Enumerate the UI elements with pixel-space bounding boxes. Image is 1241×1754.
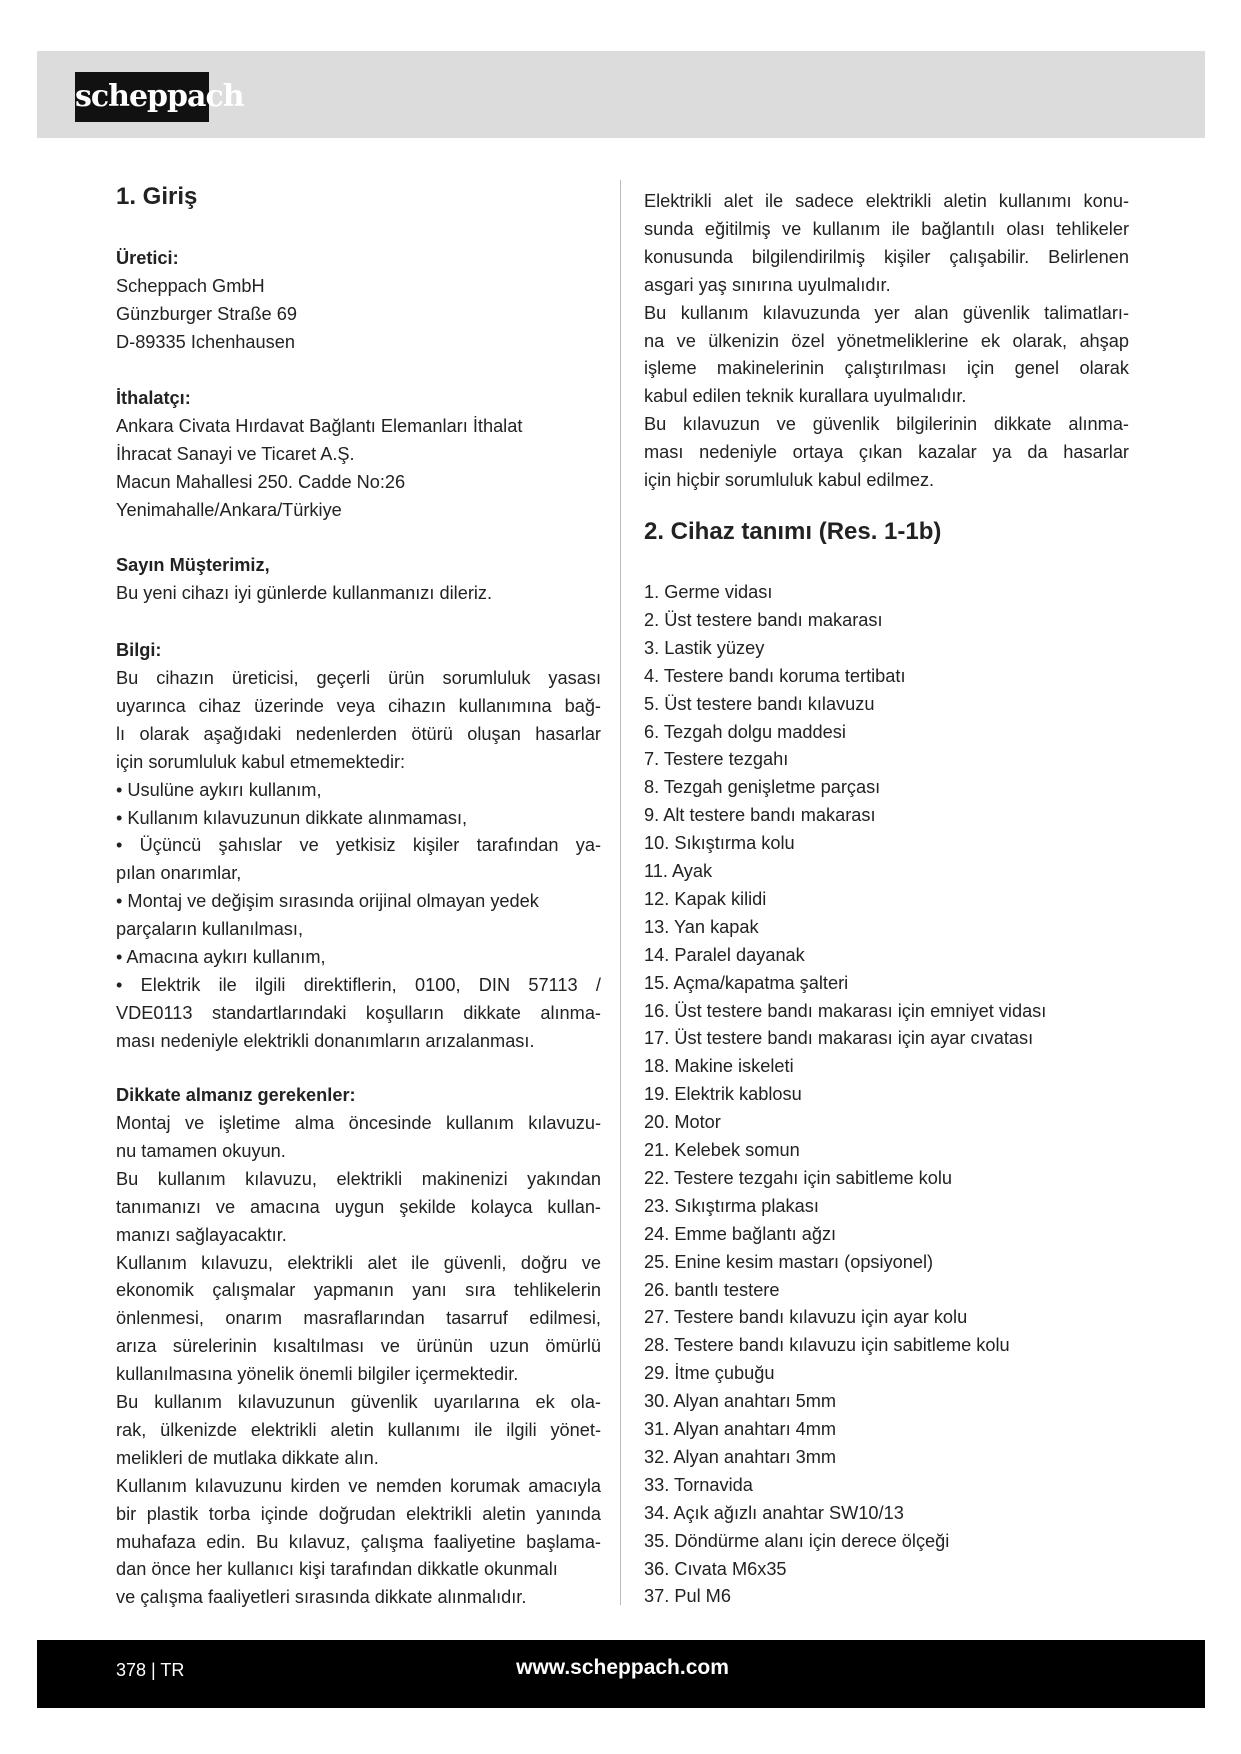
part-item: 28. Testere bandı kılavuzu için sabitleme kolu [644,1335,1010,1356]
notes-line: kullanılmasına yönelik önemli bilgiler içermektedir. [116,1364,519,1385]
importer-line: İhracat Sanayi ve Ticaret A.Ş. [116,443,355,464]
part-item: 14. Paralel dayanak [644,944,805,965]
part-item: 25. Enine kesim mastarı (opsiyonel) [644,1251,934,1272]
notes-line: muhafaza edin. Bu kılavuz, çalışma faaliyetine başlama- [116,1531,601,1552]
part-item: 18. Makine iskeleti [644,1056,794,1077]
part-item: 9. Alt testere bandı makarası [644,805,876,826]
notes-line: rak, ülkenizde elektrikli aletin kullanımı ile ilgili yönet- [116,1419,601,1440]
part-item: 11. Ayak [644,861,713,881]
importer-line: Ankara Civata Hırdavat Bağlantı Elemanları İthalat [116,416,523,436]
column-divider [620,180,621,1605]
part-item: 29. İtme çubuğu [644,1363,775,1384]
part-item: 13. Yan kapak [644,916,759,937]
notes-line: tanımanızı ve amacına uygun şekilde kolayca kullan- [116,1196,601,1217]
part-item: 7. Testere tezgahı [644,749,789,770]
part-item: 23. Sıkıştırma plakası [644,1195,819,1216]
part-item: 10. Sıkıştırma kolu [644,833,795,854]
intro-line: için hiçbir sorumluluk kabul edilmez. [644,470,935,490]
part-item: 34. Açık ağızlı anahtar SW10/13 [644,1502,904,1523]
manufacturer-line: D-89335 Ichenhausen [116,331,295,352]
part-item: 30. Alyan anahtarı 5mm [644,1391,837,1412]
part-item: 16. Üst testere bandı makarası için emniyet vidası [644,1000,1047,1021]
part-item: 37. Pul M6 [644,1586,731,1607]
part-item: 19. Elektrik kablosu [644,1084,802,1105]
info-line: Bu cihazın üreticisi, geçerli ürün sorumluluk yasası [116,668,601,688]
info-line: uyarınca cihaz üzerinde veya cihazın kullanımına bağ- [116,695,601,716]
part-item: 36. Cıvata M6x35 [644,1558,787,1579]
section-title-cihaz: 2. Cihaz tanımı (Res. 1-1b) [644,518,942,545]
part-item: 21. Kelebek somun [644,1140,800,1160]
info-line: lı olarak aşağıdaki nedenlerden ötürü oluşan hasarlar [116,723,601,744]
part-item: 3. Lastik yüzey [644,637,765,658]
importer-label: İthalatçı: [116,388,191,408]
manufacturer-label: Üretici: [116,248,179,268]
notes-line: melikleri de mutlaka dikkate alın. [116,1447,379,1468]
part-item: 6. Tezgah dolgu maddesi [644,721,846,742]
notes-line: arıza sürelerinin kısaltılması ve ürünün uzun ömürlü [116,1336,601,1357]
notes-line: dan önce her kullanıcı kişi tarafından dikkatle okunmalı [116,1559,558,1580]
importer-line: Macun Mahallesi 250. Cadde No:26 [116,471,406,492]
section-title-giris: 1. Giriş [116,183,198,210]
part-item: 5. Üst testere bandı kılavuzu [644,693,875,714]
page-number: 378 | TR [116,1660,185,1680]
intro-line: ması nedeniyle ortaya çıkan kazalar ya da hasarlar [644,442,1129,463]
notes-line: Kullanım kılavuzu, elektrikli alet ile güvenli, doğru ve [116,1252,601,1273]
customer-text: Bu yeni cihazı iyi günlerde kullanmanızı dileriz. [116,583,493,603]
part-item: 32. Alyan anahtarı 3mm [644,1446,837,1467]
notes-line: Kullanım kılavuzunu kirden ve nemden korumak amacıyla [116,1475,601,1496]
info-line: parçaların kullanılması, [116,919,304,940]
part-item: 8. Tezgah genişletme parçası [644,777,881,798]
part-item: 26. bantlı testere [644,1279,780,1300]
info-line: için sorumluluk kabul etmemektedir: [116,751,406,772]
notes-line: nu tamamen okuyun. [116,1140,286,1161]
part-item: 20. Motor [644,1112,721,1133]
info-line: • Üçüncü şahıslar ve yetkisiz kişiler tarafından ya- [116,835,601,856]
info-label: Bilgi: [116,640,162,660]
intro-line: konusunda bilgilendirilmiş kişiler çalışabilir. Belirlenen [644,246,1129,267]
info-line: pılan onarımlar, [116,863,242,884]
part-item: 33. Tornavida [644,1474,753,1495]
notes-line: ekonomik çalışmalar yapmanın yanı sıra tehlikelerin [116,1280,601,1301]
intro-line: işleme makinelerinin çalıştırılması için genel olarak [644,358,1129,379]
intro-line: kabul edilen teknik kurallara uyulmalıdır. [644,386,967,407]
part-item: 15. Açma/kapatma şalteri [644,972,849,993]
part-item: 12. Kapak kilidi [644,888,767,909]
info-line: • Montaj ve değişim sırasında orijinal olmayan yedek [116,891,539,912]
notes-line: Bu kullanım kılavuzu, elektrikli makinenizi yakından [116,1168,601,1189]
website-link[interactable]: www.scheppach.com [516,1656,729,1679]
info-line: VDE0113 standartlarındaki koşulların dikkate alınma- [116,1002,601,1023]
intro-line: Bu kılavuzun ve güvenlik bilgilerinin dikkate alınma- [644,414,1129,435]
scheppach-logo: scheppach [75,72,209,122]
part-item: 27. Testere bandı kılavuzu için ayar kolu [644,1307,968,1328]
info-line: • Usulüne aykırı kullanım, [116,779,322,800]
part-item: 35. Döndürme alanı için derece ölçeği [644,1530,950,1551]
notes-line: önlenmesi, onarım masraflarından tasarruf edilmesi, [116,1308,601,1329]
manufacturer-line: Günzburger Straße 69 [116,303,297,324]
part-item: 1. Germe vidası [644,582,773,602]
part-item: 2. Üst testere bandı makarası [644,609,883,630]
intro-line: Bu kullanım kılavuzunda yer alan güvenlik talimatları- [644,302,1129,323]
info-line: ması nedeniyle elektrikli donanımların arızalanması. [116,1030,535,1051]
part-item: 24. Emme bağlantı ağzı [644,1223,837,1244]
notes-line: ve çalışma faaliyetleri sırasında dikkate alınmalıdır. [116,1587,527,1608]
part-item: 31. Alyan anahtarı 4mm [644,1419,837,1439]
notes-label: Dikkate almanız gerekenler: [116,1085,356,1105]
part-item: 17. Üst testere bandı makarası için ayar cıvatası [644,1028,1034,1049]
manufacturer-line: Scheppach GmbH [116,276,265,296]
importer-line: Yenimahalle/Ankara/Türkiye [116,499,342,520]
customer-label: Sayın Müşterimiz, [116,555,270,575]
notes-line: Montaj ve işletime alma öncesinde kullanım kılavuzu- [116,1113,601,1133]
intro-line: na ve ülkenizin özel yönetmeliklerine ek olarak, ahşap [644,330,1129,351]
info-line: • Elektrik ile ilgili direktiflerin, 0100, DIN 57113 / [116,974,601,995]
part-item: 22. Testere tezgahı için sabitleme kolu [644,1167,953,1188]
intro-line: asgari yaş sınırına uyulmalıdır. [644,274,891,295]
info-line: • Amacına aykırı kullanım, [116,947,326,967]
part-item: 4. Testere bandı koruma tertibatı [644,665,906,686]
intro-line: sunda eğitilmiş ve kullanım ile bağlantılı olası tehlikeler [644,218,1129,239]
intro-line: Elektrikli alet ile sadece elektrikli aletin kullanımı konu- [644,191,1129,211]
info-line: • Kullanım kılavuzunun dikkate alınmaması, [116,807,468,828]
notes-line: manızı sağlayacaktır. [116,1224,287,1245]
notes-line: bir plastik torba içinde doğrudan elektrikli aletin yanında [116,1503,601,1524]
notes-line: Bu kullanım kılavuzunun güvenlik uyarılarına ek ola- [116,1392,601,1412]
